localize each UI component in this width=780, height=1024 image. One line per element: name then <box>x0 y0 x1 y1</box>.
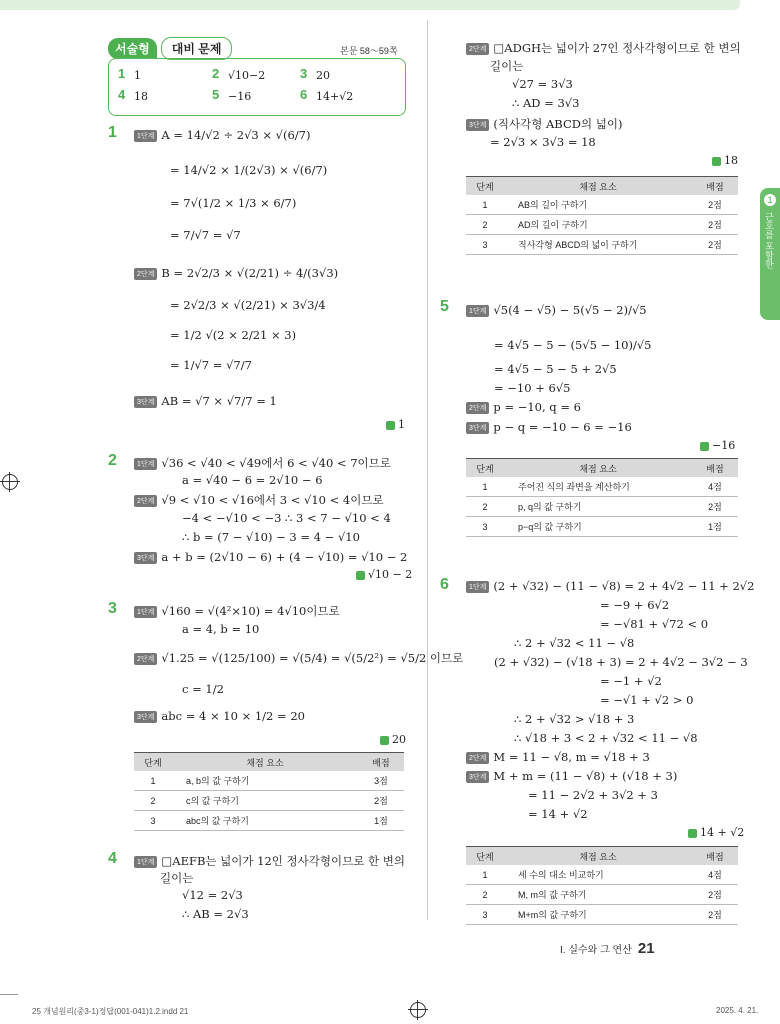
solution-line: 2단계 √9 < √10 < √16에서 3 < √10 < 4이므로 <box>134 492 384 508</box>
answer-mark-icon <box>688 829 697 838</box>
answer-num: 1 <box>118 66 126 81</box>
answer-mark-icon <box>356 571 365 580</box>
solution-line: 3단계 a + b = (2√10 − 6) + (4 − √10) = √10 − 2 <box>134 550 407 564</box>
solution-line: ∴ √18 + 3 < 2 + √32 < 11 − √8 <box>514 731 698 745</box>
solution-line: = 4√5 − 5 − (5√5 − 10)/√5 <box>494 338 652 352</box>
scoring-table <box>134 752 404 831</box>
solution-line: √27 = 3√3 <box>512 77 573 91</box>
answer-val: −16 <box>228 90 252 103</box>
table-row: 3 M+m의 값 구하기 2점 <box>466 905 738 925</box>
table-header-row: 단계 채점 요소 배점 <box>466 459 738 478</box>
question-number: 3 <box>108 600 117 617</box>
solution-line: = 7√(1/2 × 1/3 × 6/7) <box>170 196 297 210</box>
answer-val: 1 <box>134 69 141 82</box>
answer-num: 4 <box>118 87 126 102</box>
table-row: 1 세 수의 대소 비교하기 4점 <box>466 865 738 885</box>
solution-line: (2 + √32) − (√18 + 3) = 2 + 4√2 − 3√2 − 3 <box>494 655 748 669</box>
table-row: 3 p−q의 값 구하기 1점 <box>466 517 738 537</box>
scoring-table <box>466 176 738 255</box>
solution-line: = 7/√7 = √7 <box>170 228 241 242</box>
question-number: 1 <box>108 124 117 141</box>
section-title <box>108 38 232 58</box>
solution-line: 1단계 √5(4 − √5) − 5(√5 − 2)/√5 <box>466 303 647 317</box>
answer-val: √10−2 <box>228 69 266 82</box>
question-number: 6 <box>440 576 449 593</box>
solution-line: 1단계 √160 = √(4²×10) = 4√10이므로 <box>134 603 340 619</box>
answer-val: 20 <box>316 69 330 82</box>
solution-line: = 2√3 × 3√3 = 18 <box>490 135 596 149</box>
solution-line: = 1/√7 = √7/7 <box>170 358 252 372</box>
page-number: 21 <box>637 940 655 957</box>
column-divider <box>427 20 428 920</box>
final-answer: √10 − 2 <box>356 568 412 581</box>
solution-line: ∴ AD = 3√3 <box>512 96 580 110</box>
solution-line: a = √40 − 6 = 2√10 − 6 <box>182 473 323 487</box>
final-answer: 1 <box>386 418 405 431</box>
answer-val: 14+√2 <box>316 90 354 103</box>
question-number: 4 <box>108 850 117 867</box>
answer-num: 2 <box>212 66 220 81</box>
scoring-table <box>466 846 738 925</box>
table-row: 1 AB의 길이 구하기 2점 <box>466 195 738 215</box>
answer-mark-icon <box>386 421 395 430</box>
table-row: 1 주어진 식의 좌변을 계산하기 4점 <box>466 477 738 497</box>
solution-line: = 14/√2 × 1/(2√3) × √(6/7) <box>170 163 328 177</box>
solution-line: ∴ AB = 2√3 <box>182 907 249 921</box>
table-row: 2 M, m의 값 구하기 2점 <box>466 885 738 905</box>
answer-summary-box <box>108 58 406 116</box>
table-row: 2 p, q의 값 구하기 2점 <box>466 497 738 517</box>
print-date: 2025. 4. 21. <box>716 1006 759 1015</box>
solution-line: = 2√2/3 × √(2/21) × 3√3/4 <box>170 298 326 312</box>
solution-line: 1단계 √36 < √40 < √49에서 6 < √40 < 7이므로 <box>134 455 391 471</box>
solution-line: 1단계 A = 14/√2 ÷ 2√3 × √(6/7) <box>134 128 311 142</box>
answer-mark-icon <box>712 157 721 166</box>
table-row: 2 AD의 길이 구하기 2점 <box>466 215 738 235</box>
solution-line: 길이는 <box>160 871 194 885</box>
answer-val: 18 <box>134 90 148 103</box>
answer-num: 5 <box>212 87 220 102</box>
answer-num: 6 <box>300 87 308 102</box>
solution-line: = 11 − 2√2 + 3√2 + 3 <box>528 788 659 802</box>
registration-mark-icon <box>2 474 18 490</box>
table-header-row: 단계 채점 요소 배점 <box>134 753 404 772</box>
solution-line: a = 4, b = 10 <box>182 622 260 636</box>
solution-line: 3단계 p − q = −10 − 6 = −16 <box>466 420 632 434</box>
table-row: 1 a, b의 값 구하기 3점 <box>134 771 404 791</box>
chapter-tab-label: 근호를 포함한 <box>764 212 774 269</box>
registration-mark-icon <box>410 1002 426 1018</box>
solution-line: = 1/2 √(2 × 2/21 × 3) <box>170 328 297 342</box>
final-answer: 14 + √2 <box>688 826 744 839</box>
solution-line: = −√1 + √2 > 0 <box>600 693 694 707</box>
chapter-side-tab <box>760 188 780 320</box>
solution-line: √12 = 2√3 <box>182 888 243 902</box>
solution-line: 1단계 □AEFB는 넓이가 12인 정사각형이므로 한 변의 <box>134 853 405 869</box>
solution-line: −4 < −√10 < −3 ∴ 3 < 7 − √10 < 4 <box>182 511 391 525</box>
solution-line: = 4√5 − 5 − 5 + 2√5 <box>494 362 617 376</box>
trim-mark <box>0 994 18 995</box>
answer-num: 3 <box>300 66 308 81</box>
solution-line: ∴ 2 + √32 > √18 + 3 <box>514 712 635 726</box>
solution-line: = 14 + √2 <box>528 807 588 821</box>
scoring-table <box>466 458 738 537</box>
solution-line: 2단계 √1.25 = √(125/100) = √(5/4) = √(5/2²) = √5/2 이므로 <box>134 650 463 666</box>
table-header-row: 단계 채점 요소 배점 <box>466 177 738 196</box>
solution-line: c = 1/2 <box>182 682 224 696</box>
top-band <box>0 0 740 10</box>
solution-line: 3단계 M + m = (11 − √8) + (√18 + 3) <box>466 769 677 783</box>
final-answer: 20 <box>380 733 406 746</box>
table-row: 2 c의 값 구하기 2점 <box>134 791 404 811</box>
solution-line: = −√81 + √72 < 0 <box>600 617 709 631</box>
solution-line: 2단계 □ADGH는 넓이가 27인 정사각형이므로 한 변의 <box>466 40 741 56</box>
solution-line: 2단계 M = 11 − √8, m = √18 + 3 <box>466 750 650 764</box>
solution-line: 3단계 AB = √7 × √7/7 = 1 <box>134 394 277 408</box>
question-number: 5 <box>440 298 449 315</box>
chapter-number: 1 <box>764 194 776 206</box>
solution-line: ∴ 2 + √32 < 11 − √8 <box>514 636 635 650</box>
solution-line: 2단계 B = 2√2/3 × √(2/21) ÷ 4/(3√3) <box>134 266 338 280</box>
table-row: 3 abc의 값 구하기 1점 <box>134 811 404 831</box>
solution-line: 3단계 (직사각형 ABCD의 넓이) <box>466 116 622 132</box>
chapter-title: I. 실수와 그 연산 <box>560 945 632 956</box>
solution-line: 1단계 (2 + √32) − (11 − √8) = 2 + 4√2 − 11 + 2√2 <box>466 579 754 593</box>
final-answer: −16 <box>700 439 735 452</box>
solution-line: 길이는 <box>490 59 524 73</box>
solution-line: = −9 + 6√2 <box>600 598 670 612</box>
table-row: 3 직사각형 ABCD의 넓이 구하기 2점 <box>466 235 738 255</box>
final-answer: 18 <box>712 154 738 167</box>
answer-mark-icon <box>700 442 709 451</box>
solution-line: ∴ b = (7 − √10) − 3 = 4 − √10 <box>182 530 360 544</box>
question-number: 2 <box>108 452 117 469</box>
answer-mark-icon <box>380 736 389 745</box>
section-heading: 대비 문제 <box>161 37 233 60</box>
page-reference: 본문 58～59쪽 <box>340 46 398 56</box>
print-file-info: 25 개념원리(중3-1)정답(001-041)1.2.indd 21 <box>32 1007 189 1016</box>
solution-line: 3단계 abc = 4 × 10 × 1/2 = 20 <box>134 709 305 723</box>
page-footer <box>560 940 655 957</box>
solution-line: = −1 + √2 <box>600 674 662 688</box>
solution-line: = −10 + 6√5 <box>494 381 571 395</box>
section-badge: 서술형 <box>108 38 157 59</box>
table-header-row: 단계 채점 요소 배점 <box>466 847 738 866</box>
solution-line: 2단계 p = −10, q = 6 <box>466 400 581 414</box>
